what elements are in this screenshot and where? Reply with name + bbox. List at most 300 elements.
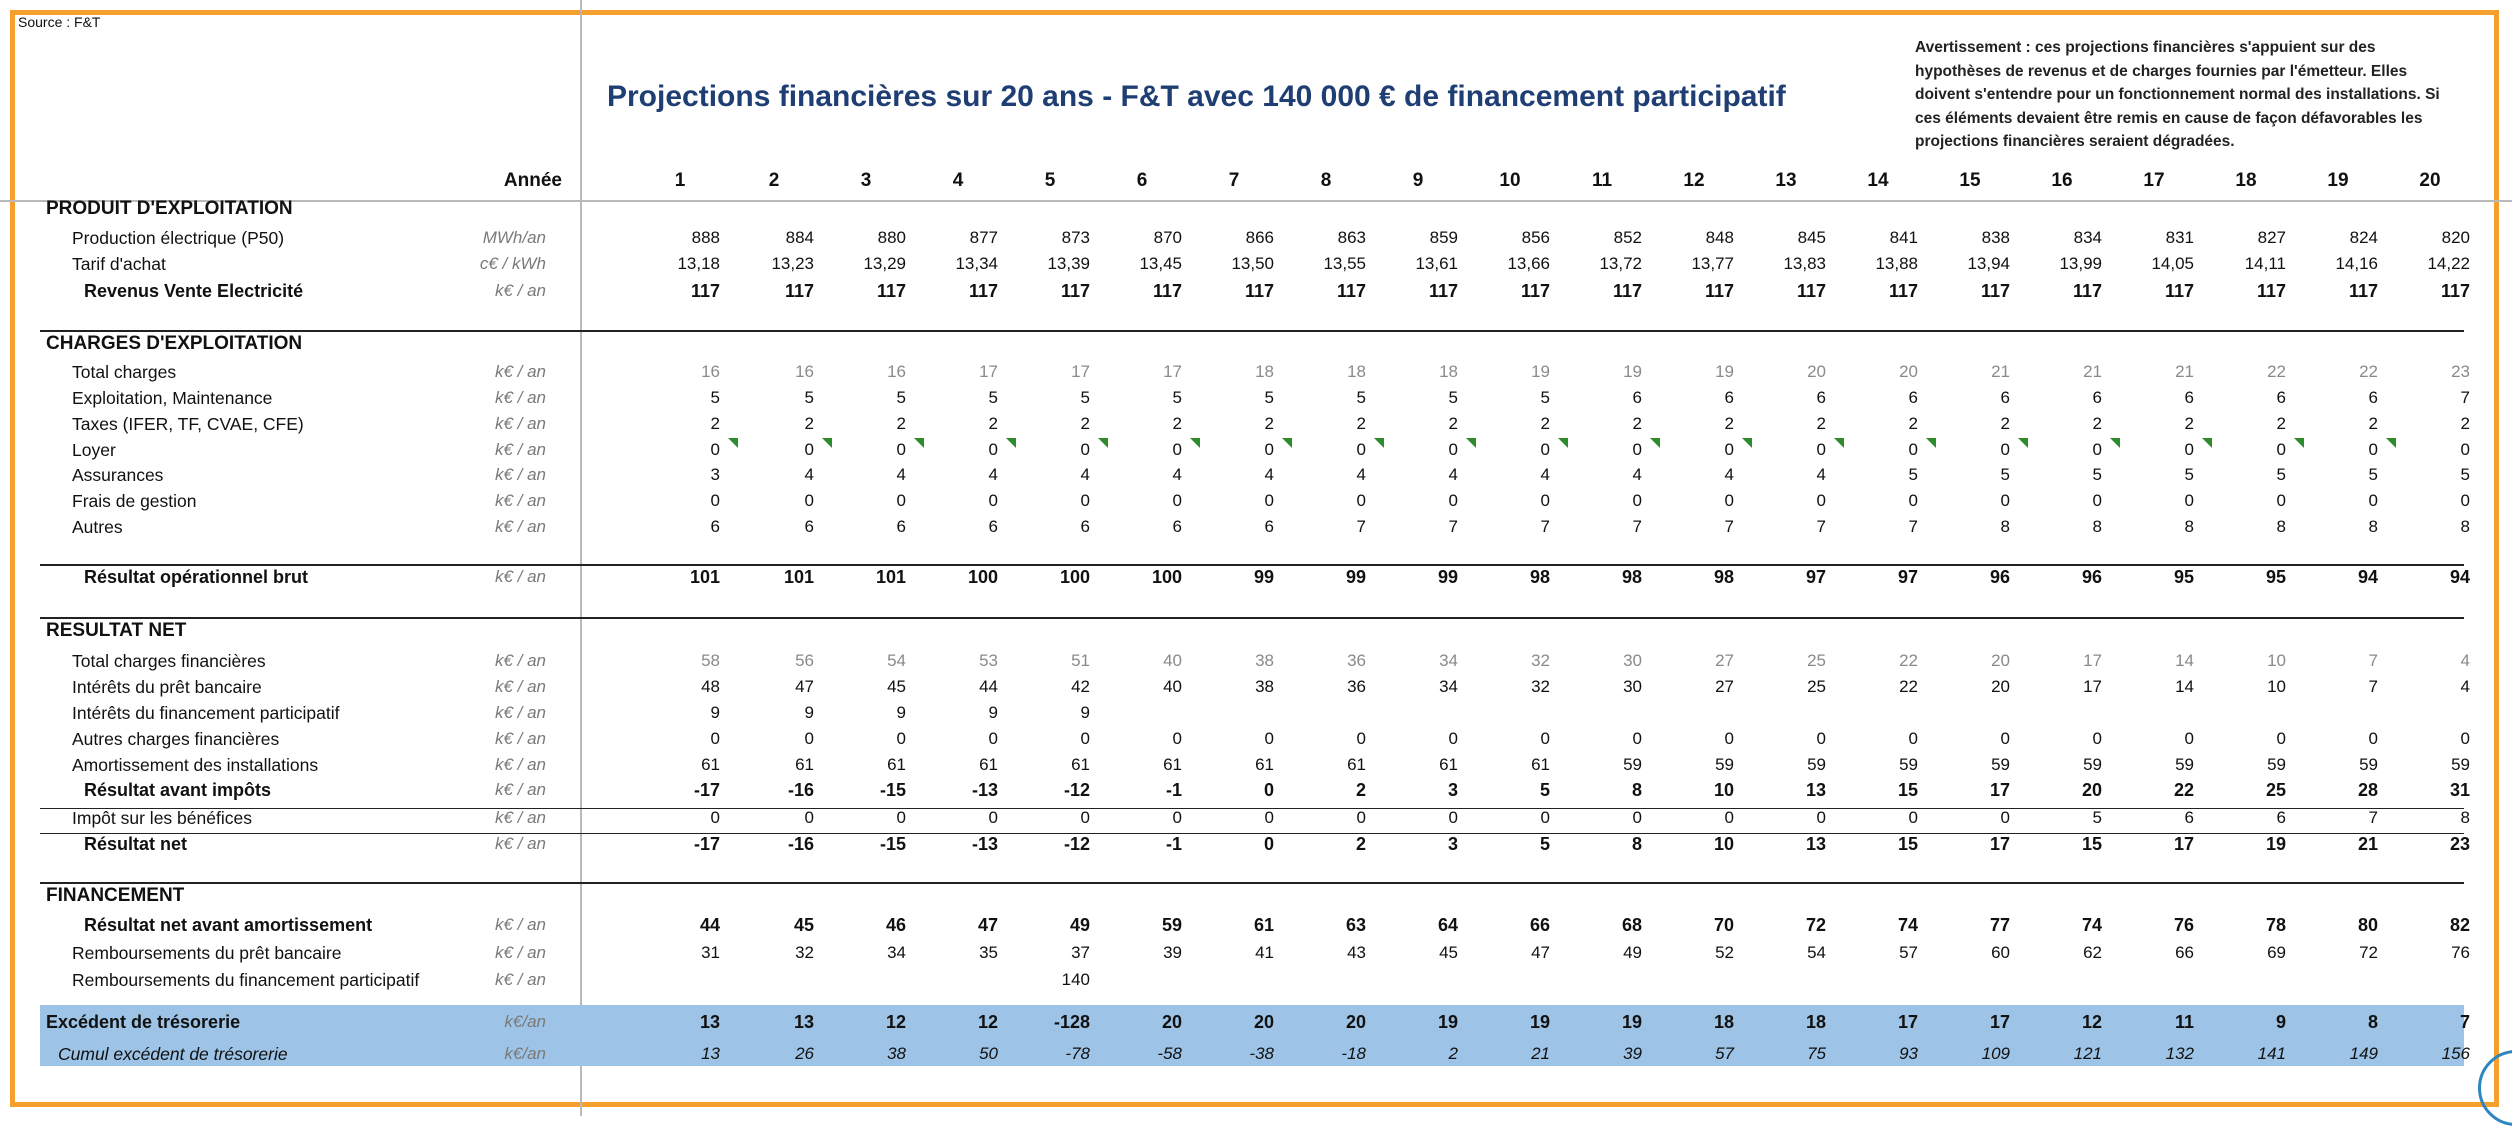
table-cell: 14,22: [2427, 254, 2470, 273]
table-cell: 13,45: [1139, 254, 1182, 273]
table-cell: 2: [1908, 414, 1918, 433]
table-cell: 0: [710, 491, 720, 510]
table-cell: 6: [1264, 517, 1274, 536]
table-cell: 96: [1989, 567, 2010, 587]
section-resultat: RESULTAT NET: [46, 620, 187, 641]
table-cell: 61: [1255, 755, 1274, 774]
table-cell: 0: [1356, 808, 1366, 827]
table-cell: 4: [1172, 465, 1182, 484]
table-cell: 0: [804, 491, 814, 510]
table-cell: 4: [1264, 465, 1274, 484]
table-cell: 0: [1540, 491, 1550, 510]
table-cell: 6: [2184, 808, 2194, 827]
table-cell: 22: [1899, 677, 1918, 696]
table-row: [0, 808, 2512, 834]
table-cell: 8: [2367, 1012, 2378, 1032]
year-header: 18: [2235, 170, 2257, 191]
divider: [40, 882, 2464, 884]
table-cell: 0: [2092, 440, 2102, 459]
table-cell: 8: [2000, 517, 2010, 536]
table-cell: 19: [1531, 362, 1550, 381]
table-cell: 0: [2000, 491, 2010, 510]
warning-text: Avertissement : ces projections financières s'appuient sur des hypothèses de revenus et de charges fournies par l'émetteur. Elles doivent s'entendre pour un fonctionnement normal des installations. Si ces éléments devaient être remis en cause de façon défavorables les projections financières seraient dégradées.: [1915, 39, 2440, 150]
table-cell: 22: [2173, 780, 2194, 800]
table-cell: 13,55: [1323, 254, 1366, 273]
year-header: 12: [1683, 170, 1705, 191]
table-cell: 2: [2184, 414, 2194, 433]
table-cell: 827: [2257, 228, 2286, 247]
divider: [40, 330, 2464, 332]
table-cell: 6: [2000, 388, 2010, 407]
table-cell: 34: [887, 943, 906, 962]
table-cell: 17: [1071, 362, 1090, 381]
table-cell: 32: [795, 943, 814, 962]
table-cell: 0: [1724, 491, 1734, 510]
table-row: [0, 970, 2512, 996]
table-cell: -128: [1053, 1012, 1090, 1032]
table-cell: 37: [1071, 943, 1090, 962]
table-cell: 36: [1347, 651, 1366, 670]
table-cell: 54: [1807, 943, 1826, 962]
table-cell: 6: [804, 517, 814, 536]
table-cell: 0: [1264, 729, 1274, 748]
year-header: 8: [1320, 170, 1332, 191]
table-cell: 14,11: [2244, 254, 2286, 273]
row-label: Loyer: [72, 440, 116, 460]
table-cell: 6: [896, 517, 906, 536]
table-cell: 16: [701, 362, 720, 381]
row-unit: k€ / an: [494, 465, 546, 484]
table-cell: 0: [1172, 440, 1182, 459]
table-cell: 859: [1429, 228, 1458, 247]
table-cell: 0: [1448, 491, 1458, 510]
table-cell: 0: [2368, 729, 2378, 748]
table-cell: 3: [710, 465, 720, 484]
year-header: 17: [2143, 170, 2165, 191]
table-cell: 14,05: [2151, 254, 2194, 273]
table-cell: 0: [804, 729, 814, 748]
table-cell: -12: [1063, 834, 1090, 854]
table-cell: 34: [1439, 651, 1458, 670]
table-cell: 0: [2092, 729, 2102, 748]
table-cell: 6: [1724, 388, 1734, 407]
table-cell: 117: [1520, 281, 1550, 301]
table-cell: 38: [1255, 677, 1274, 696]
table-cell: 95: [2173, 567, 2194, 587]
table-cell: 0: [896, 729, 906, 748]
table-cell: 100: [1151, 567, 1182, 587]
table-cell: 834: [2073, 228, 2102, 247]
table-cell: 838: [1981, 228, 2010, 247]
table-cell: 0: [988, 808, 998, 827]
table-cell: 0: [2460, 729, 2470, 748]
row-unit: k€ / an: [494, 414, 546, 433]
year-header: 13: [1775, 170, 1797, 191]
table-cell: 18: [1805, 1012, 1826, 1032]
table-cell: 74: [2081, 915, 2102, 935]
table-cell: 70: [1713, 915, 1734, 935]
table-cell: -12: [1063, 780, 1090, 800]
table-cell: 59: [1991, 755, 2010, 774]
table-cell: 117: [1796, 281, 1826, 301]
table-cell: 0: [896, 440, 906, 459]
table-cell: 47: [1531, 943, 1550, 962]
table-cell: 7: [2368, 808, 2378, 827]
table-cell: 866: [1245, 228, 1274, 247]
table-cell: 845: [1797, 228, 1826, 247]
table-cell: -1: [1165, 834, 1182, 854]
table-cell: 25: [1807, 651, 1826, 670]
divider: [40, 617, 2464, 619]
table-cell: 72: [1805, 915, 1826, 935]
table-cell: 117: [1612, 281, 1642, 301]
table-cell: 59: [1899, 755, 1918, 774]
table-cell: 0: [1632, 729, 1642, 748]
row-label: Tarif d'achat: [72, 254, 166, 274]
table-cell: 19: [1437, 1012, 1458, 1032]
table-cell: 26: [795, 1044, 814, 1063]
table-row: [0, 1044, 2512, 1070]
table-cell: 18: [1255, 362, 1274, 381]
table-cell: 2: [1816, 414, 1826, 433]
row-unit: k€ / an: [494, 780, 546, 799]
year-header: 9: [1412, 170, 1424, 191]
table-cell: 132: [2165, 1044, 2194, 1063]
table-cell: 13,66: [1507, 254, 1550, 273]
table-cell: 0: [1264, 491, 1274, 510]
source-note: Source : F&T: [18, 14, 101, 30]
table-cell: 45: [793, 915, 814, 935]
table-cell: 109: [1981, 1044, 2010, 1063]
table-cell: 13,94: [1967, 254, 2010, 273]
table-cell: 57: [1715, 1044, 1734, 1063]
table-cell: 6: [988, 517, 998, 536]
table-cell: 64: [1437, 915, 1458, 935]
table-cell: 17: [1989, 780, 2010, 800]
row-unit: k€ / an: [494, 362, 546, 381]
row-unit: k€/an: [504, 1044, 546, 1063]
table-cell: 2: [2460, 414, 2470, 433]
row-unit: c€ / kWh: [479, 254, 546, 273]
row-label: Total charges: [72, 362, 177, 382]
table-cell: 101: [689, 567, 720, 587]
table-cell: 7: [1540, 517, 1550, 536]
table-cell: 44: [699, 915, 720, 935]
table-cell: 17: [2083, 677, 2102, 696]
table-cell: 12: [977, 1012, 998, 1032]
row-unit: k€ / an: [494, 943, 546, 962]
table-cell: 20: [1807, 362, 1826, 381]
table-cell: 0: [1908, 808, 1918, 827]
table-cell: 873: [1061, 228, 1090, 247]
row-unit: k€ / an: [494, 281, 546, 300]
table-cell: 877: [969, 228, 998, 247]
table-cell: 45: [887, 677, 906, 696]
table-cell: 2: [988, 414, 998, 433]
table-cell: 0: [1816, 729, 1826, 748]
table-cell: 17: [1163, 362, 1182, 381]
row-unit: k€/an: [504, 1012, 546, 1031]
table-cell: 117: [1888, 281, 1918, 301]
table-cell: 21: [2175, 362, 2194, 381]
table-cell: 59: [2451, 755, 2470, 774]
table-cell: 36: [1347, 677, 1366, 696]
table-cell: 4: [1632, 465, 1642, 484]
table-cell: -1: [1165, 780, 1182, 800]
table-cell: 0: [1080, 491, 1090, 510]
table-cell: 0: [988, 440, 998, 459]
table-cell: 863: [1337, 228, 1366, 247]
table-row: [0, 915, 2512, 941]
row-unit: k€ / an: [494, 834, 546, 853]
table-cell: 49: [1623, 943, 1642, 962]
table-cell: 5: [1540, 388, 1550, 407]
table-cell: 59: [1807, 755, 1826, 774]
table-cell: 66: [2175, 943, 2194, 962]
year-header: 16: [2051, 170, 2073, 191]
table-cell: 56: [795, 651, 814, 670]
table-cell: 32: [1531, 677, 1550, 696]
table-cell: 856: [1521, 228, 1550, 247]
table-cell: 2: [896, 414, 906, 433]
table-cell: 18: [1439, 362, 1458, 381]
table-cell: 61: [979, 755, 998, 774]
table-cell: 7: [1908, 517, 1918, 536]
table-cell: 2: [2368, 414, 2378, 433]
table-cell: 44: [979, 677, 998, 696]
table-cell: 4: [804, 465, 814, 484]
table-row: [0, 254, 2512, 280]
table-cell: 0: [1540, 729, 1550, 748]
table-cell: 5: [1172, 388, 1182, 407]
table-cell: -38: [1249, 1044, 1274, 1063]
table-cell: 14,16: [2335, 254, 2378, 273]
table-cell: 4: [1540, 465, 1550, 484]
row-label: Autres: [72, 517, 123, 537]
table-cell: 6: [2368, 388, 2378, 407]
table-cell: 27: [1715, 677, 1734, 696]
table-cell: 0: [896, 491, 906, 510]
table-cell: 824: [2349, 228, 2378, 247]
table-cell: 5: [1539, 834, 1550, 854]
grid-line-horizontal: [0, 200, 2512, 202]
table-cell: 15: [1897, 780, 1918, 800]
table-cell: 7: [1356, 517, 1366, 536]
table-cell: 831: [2165, 228, 2194, 247]
table-cell: 117: [784, 281, 814, 301]
table-cell: 0: [2184, 440, 2194, 459]
table-cell: 5: [988, 388, 998, 407]
table-cell: 94: [2449, 567, 2470, 587]
table-cell: 99: [1437, 567, 1458, 587]
table-cell: 95: [2265, 567, 2286, 587]
table-cell: 0: [2460, 491, 2470, 510]
year-header: 15: [1959, 170, 1981, 191]
table-cell: 0: [1908, 729, 1918, 748]
table-cell: -16: [787, 834, 814, 854]
table-cell: 59: [2267, 755, 2286, 774]
table-row: [0, 755, 2512, 781]
table-cell: 19: [2265, 834, 2286, 854]
table-cell: 841: [1889, 228, 1918, 247]
table-cell: 0: [1264, 808, 1274, 827]
table-cell: 13,83: [1783, 254, 1826, 273]
table-cell: 6: [1172, 517, 1182, 536]
table-cell: 117: [1336, 281, 1366, 301]
table-cell: 7: [2368, 651, 2378, 670]
table-cell: 5: [1539, 780, 1550, 800]
table-cell: 11: [2174, 1012, 2194, 1032]
table-cell: 8: [1631, 834, 1642, 854]
table-cell: 99: [1253, 567, 1274, 587]
table-cell: 2: [1724, 414, 1734, 433]
table-row: [0, 491, 2512, 517]
table-cell: 0: [2184, 491, 2194, 510]
table-cell: 0: [896, 808, 906, 827]
table-cell: 117: [2348, 281, 2378, 301]
table-cell: 3: [1447, 834, 1458, 854]
row-unit: k€ / an: [494, 970, 546, 989]
row-label: Impôt sur les bénéfices: [72, 808, 252, 828]
table-cell: 0: [804, 808, 814, 827]
table-cell: 2: [1080, 414, 1090, 433]
table-cell: -17: [693, 834, 720, 854]
table-cell: 82: [2449, 915, 2470, 935]
divider: [40, 564, 2464, 566]
table-cell: 20: [1345, 1012, 1366, 1032]
table-cell: -15: [879, 780, 906, 800]
table-cell: 100: [1059, 567, 1090, 587]
table-cell: 16: [795, 362, 814, 381]
table-cell: 57: [1899, 943, 1918, 962]
table-cell: 2: [1448, 414, 1458, 433]
table-cell: 15: [2081, 834, 2102, 854]
table-cell: -17: [693, 780, 720, 800]
table-cell: 17: [1989, 1012, 2010, 1032]
table-cell: 13: [701, 1044, 720, 1063]
table-row: [0, 729, 2512, 755]
row-unit: k€ / an: [494, 677, 546, 696]
table-cell: 0: [1632, 808, 1642, 827]
table-cell: 5: [2276, 465, 2286, 484]
year-header: 11: [1591, 170, 1613, 191]
table-cell: 9: [896, 703, 906, 722]
table-cell: 5: [2092, 808, 2102, 827]
table-cell: 156: [2441, 1044, 2470, 1063]
table-cell: 6: [1908, 388, 1918, 407]
table-cell: 15: [1897, 834, 1918, 854]
table-cell: 10: [2267, 677, 2286, 696]
table-cell: 0: [1540, 808, 1550, 827]
table-cell: 870: [1153, 228, 1182, 247]
table-cell: 140: [1061, 970, 1090, 989]
table-cell: 19: [1529, 1012, 1550, 1032]
table-cell: 17: [979, 362, 998, 381]
table-cell: 6: [1632, 388, 1642, 407]
table-cell: 0: [1908, 491, 1918, 510]
table-cell: 8: [2368, 517, 2378, 536]
table-cell: 61: [1253, 915, 1274, 935]
table-row: [0, 943, 2512, 969]
table-cell: 4: [1356, 465, 1366, 484]
table-cell: 61: [1071, 755, 1090, 774]
table-cell: 0: [1356, 729, 1366, 748]
year-header: 14: [1867, 170, 1889, 191]
row-label: Amortissement des installations: [72, 755, 319, 775]
table-cell: 34: [1439, 677, 1458, 696]
table-cell: 18: [1347, 362, 1366, 381]
year-header: 2: [768, 170, 780, 191]
year-header-label: Année: [503, 170, 562, 191]
table-row: [0, 1012, 2512, 1038]
year-header: 4: [952, 170, 964, 191]
table-cell: 96: [2081, 567, 2102, 587]
table-cell: 117: [968, 281, 998, 301]
table-cell: 22: [1899, 651, 1918, 670]
table-cell: 117: [876, 281, 906, 301]
table-cell: 20: [1899, 362, 1918, 381]
table-cell: 4: [1080, 465, 1090, 484]
table-cell: 31: [701, 943, 720, 962]
table-cell: 101: [783, 567, 814, 587]
table-cell: 6: [2276, 388, 2286, 407]
table-cell: 0: [1816, 440, 1826, 459]
table-cell: 149: [2349, 1044, 2378, 1063]
table-cell: 5: [804, 388, 814, 407]
table-cell: 0: [1356, 440, 1366, 459]
table-cell: 0: [1816, 808, 1826, 827]
table-cell: 2: [1172, 414, 1182, 433]
table-cell: 62: [2083, 943, 2102, 962]
table-cell: 0: [2000, 440, 2010, 459]
table-cell: 5: [2368, 465, 2378, 484]
table-cell: 101: [875, 567, 906, 587]
year-header: 7: [1228, 170, 1240, 191]
table-cell: 0: [1448, 729, 1458, 748]
table-cell: 4: [1724, 465, 1734, 484]
table-cell: 68: [1621, 915, 1642, 935]
table-cell: 21: [2357, 834, 2378, 854]
table-cell: 0: [1724, 440, 1734, 459]
table-cell: 117: [1704, 281, 1734, 301]
table-cell: 4: [1816, 465, 1826, 484]
table-row: [0, 677, 2512, 703]
table-cell: 117: [1152, 281, 1182, 301]
table-row: [0, 388, 2512, 414]
table-cell: 8: [2092, 517, 2102, 536]
table-cell: 117: [1980, 281, 2010, 301]
table-cell: 2: [2000, 414, 2010, 433]
table-cell: -78: [1065, 1044, 1090, 1063]
table-cell: 10: [2267, 651, 2286, 670]
table-cell: 13,23: [771, 254, 814, 273]
table-cell: 59: [1715, 755, 1734, 774]
table-cell: 2: [1355, 780, 1366, 800]
table-cell: 0: [1724, 808, 1734, 827]
table-cell: 0: [1632, 491, 1642, 510]
table-row: [0, 228, 2512, 254]
table-row: [0, 281, 2512, 307]
row-label: Revenus Vente Electricité: [84, 281, 304, 301]
table-cell: 0: [2276, 440, 2286, 459]
table-cell: 28: [2357, 780, 2378, 800]
table-cell: 63: [1345, 915, 1366, 935]
table-cell: 43: [1347, 943, 1366, 962]
table-cell: 77: [1989, 915, 2010, 935]
table-cell: 61: [887, 755, 906, 774]
table-cell: 0: [988, 491, 998, 510]
table-row: [0, 651, 2512, 677]
